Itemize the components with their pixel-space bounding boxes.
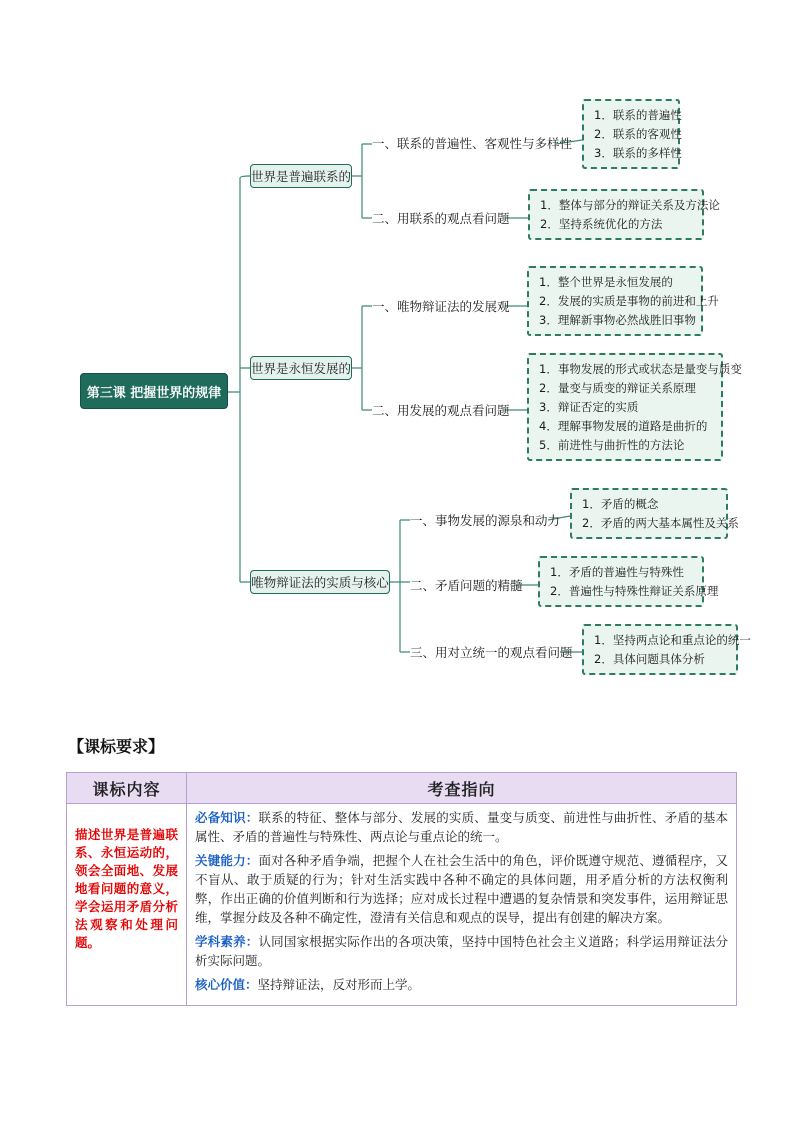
leaf-box (527, 266, 719, 336)
req-text: 联系的特征、整体与部分、发展的实质、量变与质变、前进性与曲折性、矛盾的基本属性、矛盾的普遍性与特殊性、两点论与重点论的统一。 (195, 810, 728, 844)
sub-topic: 二、矛盾问题的精髓 (410, 578, 523, 593)
req-label: 必备知识： (195, 810, 259, 825)
leaf-box (570, 488, 739, 539)
table-row (67, 804, 737, 1006)
req-paragraph-knowledge (195, 808, 728, 846)
section-heading: 【课标要求】 (68, 737, 165, 756)
req-label: 学科素养： (195, 934, 259, 949)
leaf-item: 2．联系的客观性 (594, 127, 682, 141)
req-text: 认同国家根据实际作出的各项决策，坚持中国特色社会主义道路；科学运用辩证法分析实际问题。 (195, 934, 728, 968)
leaf-item: 3．理解新事物必然战胜旧事物 (539, 313, 696, 327)
req-label: 关键能力： (195, 853, 259, 868)
leaf-item: 2．具体问题具体分析 (594, 652, 705, 666)
req-paragraph-ability (195, 851, 728, 927)
sub-topic: 二、用发展的观点看问题 (372, 403, 510, 418)
leaf-item: 3．联系的多样性 (594, 146, 682, 160)
leaf-box (527, 353, 742, 461)
leaf-item: 2．发展的实质是事物的前进和上升 (539, 294, 719, 308)
sub-topic: 一、联系的普遍性、客观性与多样性 (372, 136, 573, 151)
req-text: 坚持辩证法，反对形而上学。 (257, 977, 421, 992)
exam-focus-cell (187, 804, 737, 1006)
leaf-box (538, 556, 719, 607)
sub-topic: 二、用联系的观点看问题 (372, 211, 510, 226)
leaf-item: 3．辩证否定的实质 (539, 400, 639, 414)
leaf-item: 1．整个世界是永恒发展的 (539, 275, 673, 289)
sub-topic: 一、事物发展的源泉和动力 (410, 513, 561, 528)
leaf-item: 2．量变与质变的辩证关系原理 (539, 381, 696, 395)
leaf-item: 5．前进性与曲折性的方法论 (539, 438, 685, 452)
header-curriculum-content: 课标内容 (67, 773, 187, 804)
leaf-box (582, 624, 751, 675)
sub-topic: 一、唯物辩证法的发展观 (372, 299, 510, 314)
leaf-item: 2．坚持系统优化的方法 (540, 217, 663, 231)
req-paragraph-values (195, 975, 728, 994)
mind-map-root: 第三课 把握世界的规律 (80, 373, 228, 409)
branch-dialectics-core: 唯物辩证法的实质与核心 (250, 570, 390, 594)
req-paragraph-literacy (195, 932, 728, 970)
leaf-item: 1．联系的普遍性 (594, 108, 682, 122)
leaf-item: 2．矛盾的两大基本属性及关系 (582, 516, 739, 530)
branch-eternal-development: 世界是永恒发展的 (250, 356, 352, 380)
leaf-item: 1．坚持两点论和重点论的统一 (594, 633, 751, 647)
curriculum-content-text: 描述世界是普遍联系、永恒运动的，领会全面地、发展地看问题的意义，学会运用矛盾分析法观察和处理问题。 (67, 804, 187, 1006)
requirements-table (66, 772, 737, 1006)
leaf-box (528, 189, 720, 240)
req-text: 面对各种矛盾争端，把握个人在社会生活中的角色，评价既遵守规范、遵循程序，又不盲从、敢于质疑的行为；针对生活实践中各种不确定的具体问题，用矛盾分析的方法权衡利弊，作出正确的价值判断和行为选择；应对成长过程中遭遇的复杂情景和突发事件，运用辩证思维，掌握分歧及各种不确定性，澄清有关信息和观点的误导，提出有创建的解决方案。 (195, 853, 728, 925)
table-header-row (67, 773, 737, 804)
leaf-item: 2．普遍性与特殊性辩证关系原理 (550, 584, 719, 598)
leaf-box (582, 99, 680, 169)
leaf-item: 4．理解事物发展的道路是曲折的 (539, 419, 708, 433)
sub-topic: 三、用对立统一的观点看问题 (410, 645, 573, 660)
header-exam-focus: 考查指向 (187, 773, 737, 804)
leaf-item: 1．整体与部分的辩证关系及方法论 (540, 198, 720, 212)
branch-universal-connection: 世界是普遍联系的 (250, 164, 352, 188)
leaf-item: 1．矛盾的普遍性与特殊性 (550, 565, 684, 579)
req-label: 核心价值： (195, 977, 258, 992)
leaf-item: 1．事物发展的形式或状态是量变与质变 (539, 362, 742, 376)
leaf-item: 1．矛盾的概念 (582, 497, 659, 511)
